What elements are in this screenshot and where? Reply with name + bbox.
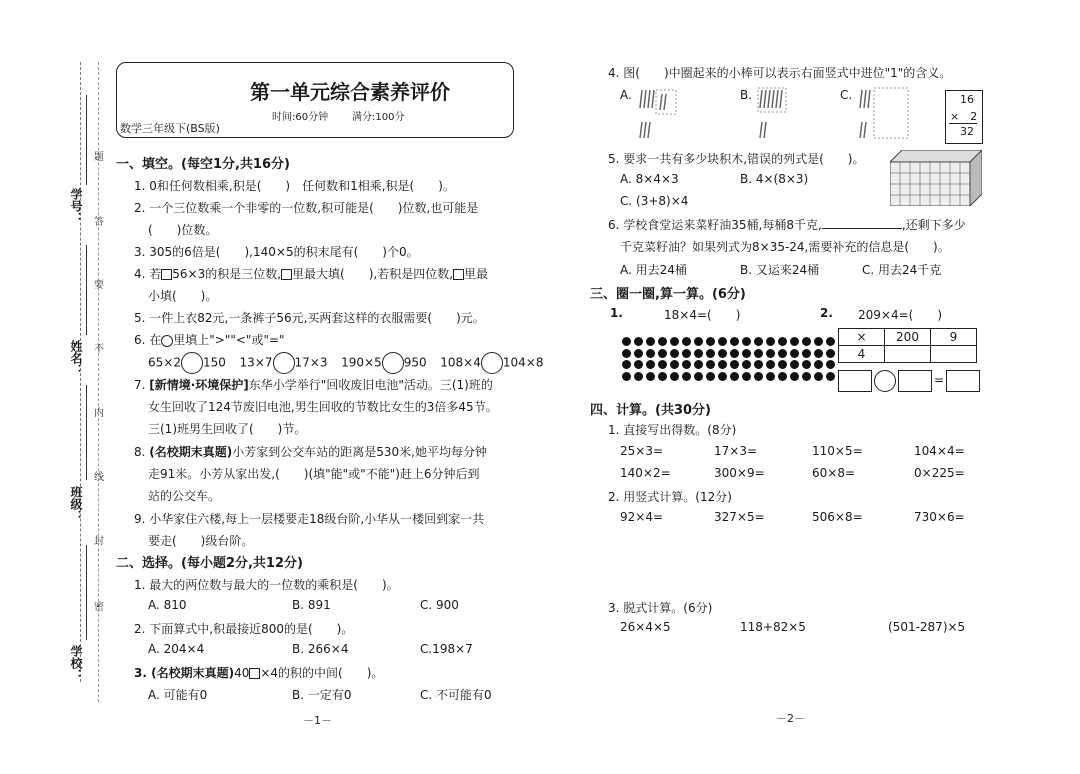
q1-9a: 9. 小华家住六楼,每上一层楼要走18级台阶,小华从一楼回到家一共 xyxy=(134,512,485,526)
section3-heading: 三、圈一圈,算一算。(6分) xyxy=(590,287,746,302)
dot xyxy=(682,360,691,369)
q2-2-a[interactable]: A. 204×4 xyxy=(148,642,205,656)
student-id-field[interactable] xyxy=(86,95,87,185)
dot xyxy=(706,372,715,381)
dot xyxy=(730,372,739,381)
s4-p1: 1. 直接写出得数。(8分) xyxy=(608,423,737,437)
calc-item: 118+82×5 xyxy=(740,620,806,634)
q2-3-b[interactable]: B. 一定有0 xyxy=(292,688,352,702)
calc-item: 17×3= xyxy=(714,444,758,458)
school-field[interactable] xyxy=(86,545,87,640)
s3-p1-num: 1. xyxy=(610,306,623,320)
dot xyxy=(658,372,667,381)
calc-item: 60×8= xyxy=(812,466,856,480)
exam-time: 时间:60分钟 xyxy=(272,112,329,123)
section2-heading: 二、选择。(每小题2分,共12分) xyxy=(116,556,303,571)
q1-7a-text: 东华小学举行"回收废旧电池"活动。三(1)班的 xyxy=(248,378,493,392)
q1-6 xyxy=(134,331,285,348)
dot xyxy=(766,349,775,358)
q2-6a xyxy=(608,216,966,233)
compare-circle[interactable] xyxy=(382,352,404,374)
s4-p2: 2. 用竖式计算。(12分) xyxy=(608,490,732,504)
dot xyxy=(778,372,787,381)
blocks-picture xyxy=(890,150,982,206)
seal-char: 不 xyxy=(94,344,104,355)
seal-char: 封 xyxy=(94,536,104,547)
dot xyxy=(718,360,727,369)
multiplication-table xyxy=(838,328,977,363)
dot xyxy=(826,360,835,369)
blank-square xyxy=(281,269,292,280)
dot xyxy=(670,360,679,369)
exam-score: 满分:100分 xyxy=(352,112,405,123)
dot xyxy=(694,337,703,346)
dot xyxy=(754,337,763,346)
dot xyxy=(718,349,727,358)
dot xyxy=(718,372,727,381)
dot xyxy=(622,360,631,369)
calc-item: 92×4= xyxy=(620,510,664,524)
q2-4-b[interactable]: B. xyxy=(740,88,753,102)
class-field[interactable] xyxy=(86,385,87,480)
q1-7-tag: [新情境·环境保护] xyxy=(149,378,249,392)
dot xyxy=(634,337,643,346)
compare-left: 190×5 xyxy=(341,355,382,370)
dot xyxy=(634,372,643,381)
name-label: 姓名： xyxy=(69,340,83,376)
q2-1-b[interactable]: B. 891 xyxy=(292,598,331,612)
dot xyxy=(754,372,763,381)
dot xyxy=(814,349,823,358)
dot xyxy=(622,337,631,346)
dot xyxy=(742,372,751,381)
dot xyxy=(814,337,823,346)
q2-5-b[interactable]: B. 4×(8×3) xyxy=(740,172,809,186)
dot xyxy=(694,349,703,358)
dot xyxy=(766,360,775,369)
calc-item: 140×2= xyxy=(620,466,671,480)
dot xyxy=(670,372,679,381)
calc-item: 730×6= xyxy=(914,510,965,524)
q1-4b: 小填( )。 xyxy=(148,289,218,303)
blank-square xyxy=(249,668,260,679)
q1-9b: 要走( )级台阶。 xyxy=(148,534,254,548)
q1-4a-text4: 里最 xyxy=(464,267,489,281)
answer-box[interactable] xyxy=(838,370,872,392)
q1-7b: 女生回收了124节废旧电池,男生回收的节数比女生的3倍多45节。 xyxy=(148,400,498,414)
q1-5: 5. 一件上衣82元,一条裤子56元,买两套这样的衣服需要( )元。 xyxy=(134,311,485,325)
dot xyxy=(718,337,727,346)
q1-2b: ( )位数。 xyxy=(148,223,218,237)
q1-4a-text3: 里最大填( ),若积是四位数, xyxy=(292,267,454,281)
dot xyxy=(682,372,691,381)
q2-2-c[interactable]: C.198×7 xyxy=(420,642,473,656)
q2-1-c[interactable]: C. 900 xyxy=(420,598,459,612)
calc-item: (501-287)×5 xyxy=(888,620,966,634)
vert-line3: 32 xyxy=(960,125,974,138)
blank-square xyxy=(453,269,464,280)
table-cell: × xyxy=(839,329,885,346)
q2-4-c[interactable]: C. xyxy=(840,88,853,102)
calc-item: 300×9= xyxy=(714,466,765,480)
q1-6-text1: 6. 在 xyxy=(134,333,162,347)
q1-8b: 走91米。小芳从家出发,( )(填"能"或"不能")赶上6分钟后到 xyxy=(148,467,480,481)
q2-6a-text2: ,还剩下多少 xyxy=(901,218,966,232)
vert-rule xyxy=(949,123,977,124)
dot xyxy=(790,337,799,346)
dot xyxy=(742,360,751,369)
q1-4a-text1: 4. 若 xyxy=(134,267,162,281)
q2-4-a[interactable]: A. xyxy=(620,88,632,102)
answer-circle[interactable] xyxy=(874,370,896,392)
q1-1: 1. 0和任何数相乘,积是( ) 任何数和1相乘,积是( )。 xyxy=(134,179,455,193)
q2-6-blank[interactable] xyxy=(822,228,902,229)
compare-right: 150 xyxy=(202,355,226,370)
dot xyxy=(790,349,799,358)
dot xyxy=(670,337,679,346)
calc-item: 506×8= xyxy=(812,510,863,524)
calc-item: 110×5= xyxy=(812,444,863,458)
q2-3-text1: 40 xyxy=(234,666,250,680)
name-field[interactable] xyxy=(86,245,87,335)
dot xyxy=(814,372,823,381)
seal-char: 内 xyxy=(94,408,104,419)
dot xyxy=(634,349,643,358)
seal-char: 题 xyxy=(94,152,104,163)
sticks-picture-c xyxy=(856,84,916,144)
q1-2a: 2. 一个三位数乘一个非零的一位数,积可能是( )位数,也可能是 xyxy=(134,201,479,215)
q1-6-text2: 里填上">""<"或"=" xyxy=(173,333,285,347)
dot xyxy=(802,360,811,369)
dot xyxy=(706,349,715,358)
q1-4a-text2: 56×3的积是三位数, xyxy=(172,267,282,281)
dot xyxy=(658,337,667,346)
q1-4a xyxy=(134,265,488,282)
q2-3 xyxy=(134,664,383,681)
dot xyxy=(778,349,787,358)
seal-char: 线 xyxy=(94,472,104,483)
answer-box[interactable] xyxy=(898,370,932,392)
dot xyxy=(754,360,763,369)
equals-sign: = xyxy=(934,373,945,387)
dot xyxy=(634,360,643,369)
q2-2-b[interactable]: B. 266×4 xyxy=(292,642,349,656)
dot xyxy=(826,337,835,346)
dot xyxy=(802,372,811,381)
q2-3-text2: ×4的积的中间( )。 xyxy=(260,666,384,680)
table-cell: 4 xyxy=(839,346,885,363)
s3-p1-eq: 18×4=( ) xyxy=(664,308,741,322)
q2-6a-text1: 6. 学校食堂运来菜籽油35桶,每桶8千克, xyxy=(608,218,822,232)
dot xyxy=(766,337,775,346)
dot xyxy=(754,349,763,358)
q2-3-a[interactable]: A. 可能有0 xyxy=(148,688,208,702)
circle-blank xyxy=(161,335,173,347)
q2-6-a[interactable]: A. 用去24桶 xyxy=(620,263,687,277)
dot xyxy=(682,337,691,346)
vert-line2: × 2 xyxy=(950,110,978,123)
q1-8c: 站的公交车。 xyxy=(148,489,221,503)
section4-heading: 四、计算。(共30分) xyxy=(590,403,711,418)
answer-box[interactable] xyxy=(946,370,980,392)
dot xyxy=(790,360,799,369)
compare-right: 950 xyxy=(403,355,427,370)
q1-6-items xyxy=(148,352,543,374)
dot xyxy=(802,349,811,358)
compare-circle[interactable] xyxy=(181,352,203,374)
blank-square xyxy=(161,269,172,280)
calc-item: 25×3= xyxy=(620,444,664,458)
dot xyxy=(730,337,739,346)
q1-7c: 三(1)班男生回收了( )节。 xyxy=(148,422,307,436)
compare-circle[interactable] xyxy=(481,352,503,374)
dot xyxy=(766,372,775,381)
compare-left: 108×4 xyxy=(440,355,481,370)
q2-1-a[interactable]: A. 810 xyxy=(148,598,187,612)
calc-item: 327×5= xyxy=(714,510,765,524)
dot xyxy=(802,337,811,346)
compare-right: 17×3 xyxy=(294,355,328,370)
s3-p2-num: 2. xyxy=(820,306,833,320)
subtitle: 数学三年级下(BS版) xyxy=(120,122,220,135)
table-cell: 9 xyxy=(931,329,977,346)
student-id-label: 学号： xyxy=(69,188,83,224)
q1-8a: 8. (名校期末真题)小芳家到公交车站的距离是530米,她平均每分钟 xyxy=(134,445,487,459)
q1-8-tag: (名校期末真题) xyxy=(149,445,233,459)
seal-char: 要 xyxy=(94,280,104,291)
q2-5-c[interactable]: C. (3+8)×4 xyxy=(620,194,689,208)
q2-3-tag: 3. (名校期末真题) xyxy=(134,666,235,680)
dot xyxy=(742,349,751,358)
compare-left: 13×7 xyxy=(239,355,273,370)
dot xyxy=(706,337,715,346)
q2-1: 1. 最大的两位数与最大的一位数的乘积是( )。 xyxy=(134,578,399,592)
dot xyxy=(694,360,703,369)
compare-left: 65×2 xyxy=(148,355,181,370)
dot xyxy=(778,337,787,346)
dot xyxy=(742,337,751,346)
seal-char: 密 xyxy=(94,602,104,613)
s4-p3: 3. 脱式计算。(6分) xyxy=(608,601,713,615)
q2-2: 2. 下面算式中,积最接近800的是( )。 xyxy=(134,622,354,636)
table-cell[interactable] xyxy=(885,346,931,363)
dot xyxy=(646,349,655,358)
compare-right: 104×8 xyxy=(502,355,544,370)
q2-5-a[interactable]: A. 8×4×3 xyxy=(620,172,679,186)
s3-p2-eq: 209×4=( ) xyxy=(858,308,943,322)
vert-line1: 16 xyxy=(960,93,974,106)
q1-3: 3. 305的6倍是( ),140×5的积末尾有( )个0。 xyxy=(134,245,419,259)
dot xyxy=(622,372,631,381)
dot xyxy=(658,360,667,369)
q2-6-c[interactable]: C. 用去24千克 xyxy=(862,263,942,277)
dot xyxy=(646,337,655,346)
q2-6-b[interactable]: B. 又运来24桶 xyxy=(740,263,820,277)
q2-6b: 千克菜籽油？如果列式为8×35-24,需要补充的信息是( )。 xyxy=(620,240,950,254)
calc-item: 0×225= xyxy=(914,466,965,480)
dot xyxy=(670,349,679,358)
dot xyxy=(778,360,787,369)
dot xyxy=(694,372,703,381)
dot xyxy=(814,360,823,369)
q1-8a-text: 小芳家到公交车站的距离是530米,她平均每分钟 xyxy=(232,445,487,459)
dot xyxy=(646,360,655,369)
sticks-picture-b xyxy=(756,84,816,144)
dot xyxy=(682,349,691,358)
page-number-1: －1－ xyxy=(303,714,332,727)
class-label: 班级： xyxy=(69,486,83,522)
dot xyxy=(730,349,739,358)
seal-char: 答 xyxy=(94,217,104,228)
table-cell[interactable] xyxy=(931,346,977,363)
page-number-2: －2－ xyxy=(776,712,805,725)
dot xyxy=(706,360,715,369)
dot xyxy=(730,360,739,369)
compare-circle[interactable] xyxy=(273,352,295,374)
q1-7a: 7. [新情境·环境保护]东华小学举行"回收废旧电池"活动。三(1)班的 xyxy=(134,378,493,392)
dot xyxy=(826,349,835,358)
dot xyxy=(646,372,655,381)
table-cell: 200 xyxy=(885,329,931,346)
page-title: 第一单元综合素养评价 xyxy=(250,80,450,104)
section1-heading: 一、填空。(每空1分,共16分) xyxy=(116,157,290,172)
sticks-picture-a xyxy=(636,84,696,144)
dot xyxy=(658,349,667,358)
calc-item: 104×4= xyxy=(914,444,965,458)
q2-3-c[interactable]: C. 不可能有0 xyxy=(420,688,492,702)
q2-5: 5. 要求一共有多少块积木,错误的列式是( )。 xyxy=(608,152,865,166)
q2-4: 4. 图( )中圈起来的小棒可以表示右面竖式中进位"1"的含义。 xyxy=(608,66,952,80)
dot xyxy=(790,372,799,381)
dot xyxy=(622,349,631,358)
calc-item: 26×4×5 xyxy=(620,620,671,634)
dot-array[interactable] xyxy=(622,337,838,383)
dot xyxy=(826,372,835,381)
school-label: 学校： xyxy=(69,645,83,681)
